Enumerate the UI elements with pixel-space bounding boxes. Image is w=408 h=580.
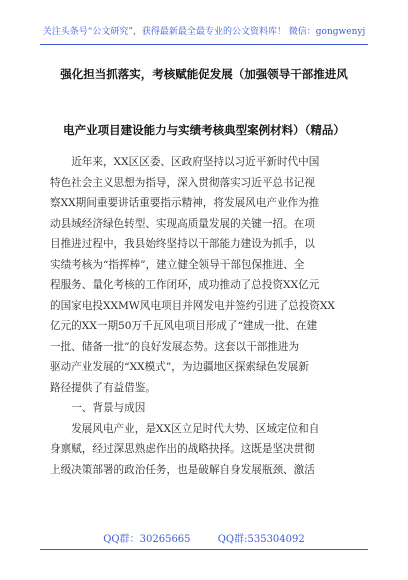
footer-qq-group-1: QQ群：30265665 bbox=[103, 534, 191, 545]
body-line: 路径提供了有益借鉴。 bbox=[50, 381, 156, 394]
document-title-line-2: 电产业项目建设能力与实绩考核典型案例材料）（精品） bbox=[63, 123, 345, 137]
header-banner: 关注头条号“公文研究”，获得最新最全最专业的公文资料库！ 微信：gongwenyj bbox=[42, 27, 366, 37]
body-line: 发展风电产业，是XX区立足时代大势、区域定位和自 bbox=[71, 422, 320, 435]
body-line: 近年来，XX区区委、区政府坚持以习近平新时代中国 bbox=[71, 156, 320, 168]
body-line: 亿元的XX一期50万千瓦风电项目形成了“建成一批、在建 bbox=[50, 320, 318, 332]
document-body bbox=[50, 152, 358, 480]
body-line: 身禀赋，经过深思熟虑作出的战略抉择。这既是坚决贯彻 bbox=[50, 443, 315, 455]
body-line: 驱动产业发展的“XX模式”，为边疆地区探索绿色发展新 bbox=[50, 361, 309, 373]
body-line: 目推进过程中，我县始终坚持以干部能力建设为抓手，以 bbox=[50, 238, 315, 250]
body-line: 上级决策部署的政治任务，也是破解自身发展瓶颈、激活 bbox=[50, 463, 315, 476]
body-line: 的国家电投XXMW风电项目并网发电并签约引进了总投资XX bbox=[50, 299, 335, 312]
header-divider bbox=[40, 44, 368, 45]
footer-qq-group-2: QQ群:535304092 bbox=[217, 534, 305, 545]
body-line: 察XX期间重要讲话重要指示精神，将发展风电产业作为推 bbox=[50, 197, 320, 209]
footer-divider bbox=[40, 549, 368, 550]
body-line: 一批、储备一批”的良好发展态势。这套以干部推进为 bbox=[50, 340, 300, 353]
body-line: 实绩考核为“指挥棒”，建立健全领导干部包保推进、全 bbox=[50, 258, 305, 271]
body-line: 程服务、量化考核的工作闭环，成功推动了总投资XX亿元 bbox=[50, 279, 320, 291]
section-heading: 一、背景与成因 bbox=[71, 402, 146, 414]
body-line: 动县域经济绿色转型、实现高质量发展的关键一招。在项 bbox=[50, 217, 315, 230]
footer-contact bbox=[40, 534, 368, 546]
body-line: 特色社会主义思想为指导，深入贯彻落实习近平总书记视 bbox=[50, 176, 315, 189]
document-title-line-1: 强化担当抓落实，考核赋能促发展（加强领导干部推进风 bbox=[60, 67, 348, 81]
